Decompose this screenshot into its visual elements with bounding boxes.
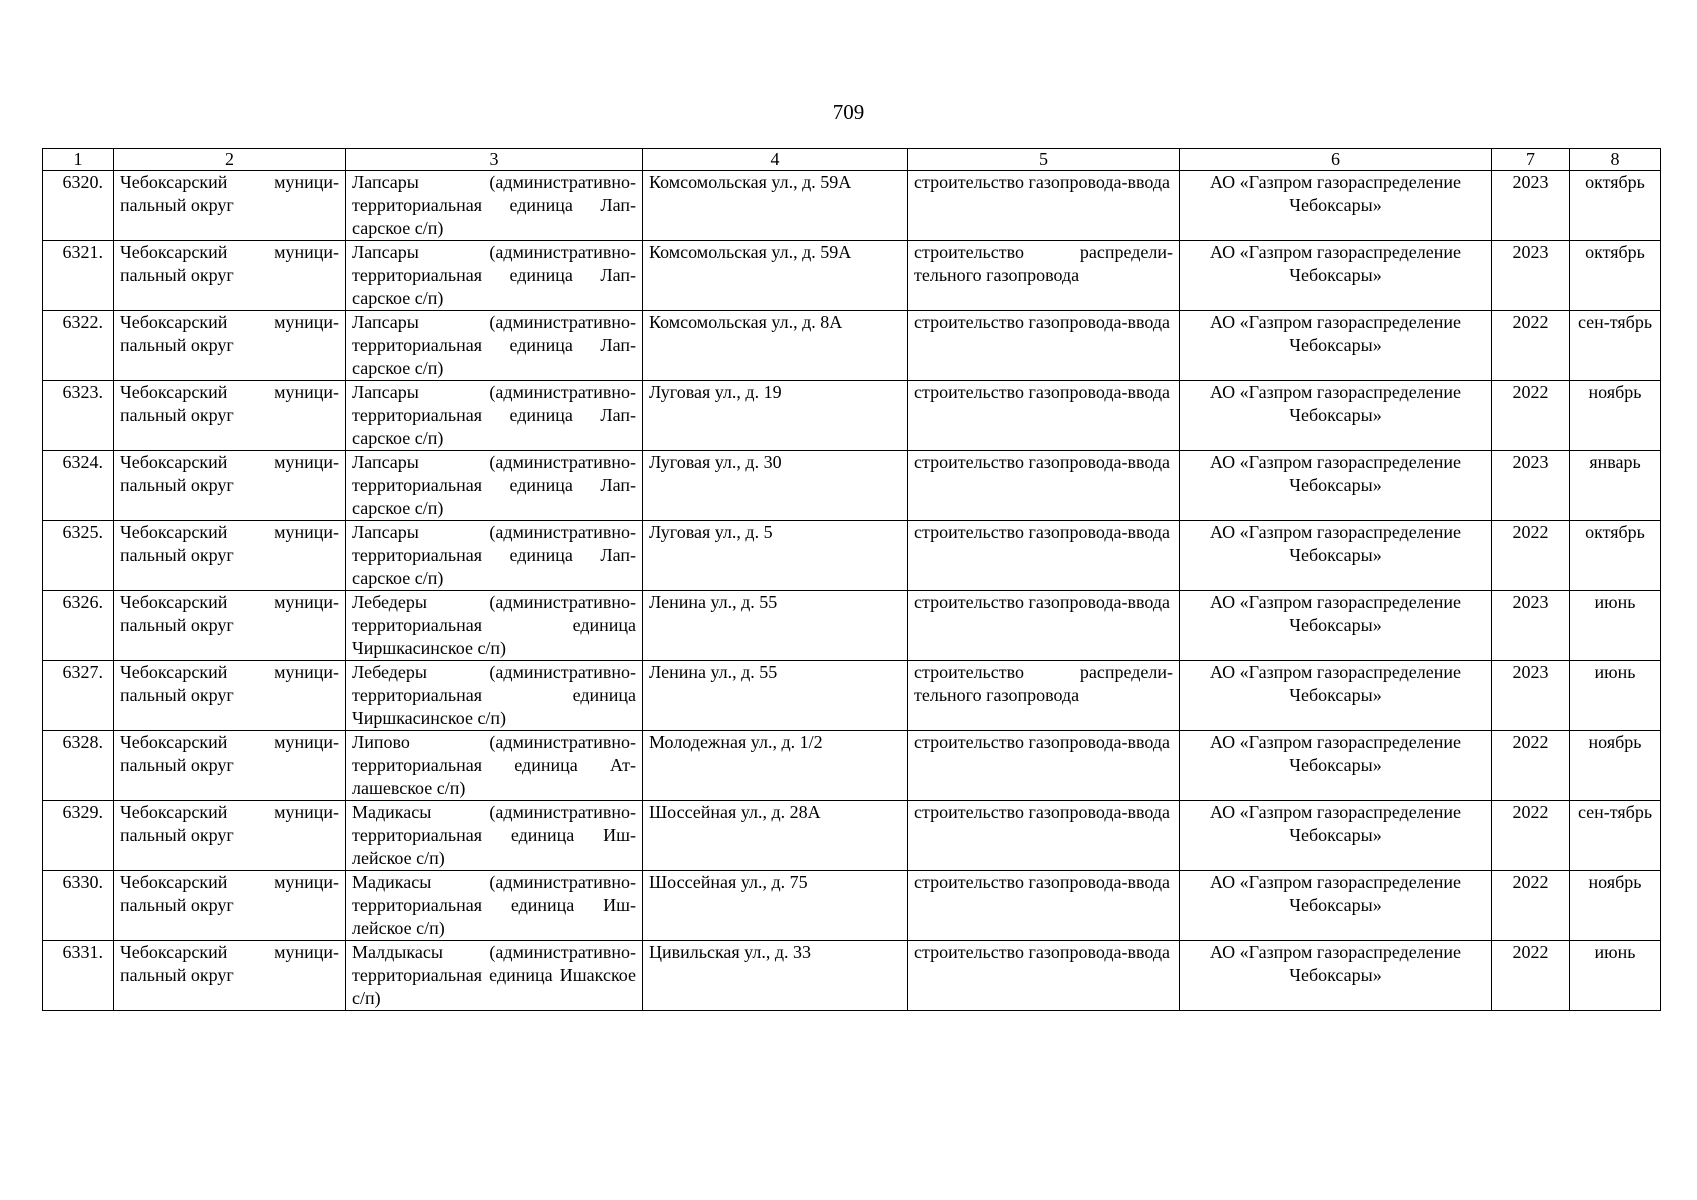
organization-cell: АО «Газпром газораспределение Чебоксары» xyxy=(1180,381,1492,451)
row-number-cell: 6324. xyxy=(43,451,114,521)
table-row xyxy=(43,661,1661,731)
organization-cell: АО «Газпром газораспределение Чебоксары» xyxy=(1180,171,1492,241)
organization-cell: АО «Газпром газораспределение Чебоксары» xyxy=(1180,311,1492,381)
column-header: 2 xyxy=(114,149,346,171)
settlement-cell: Липово (административно-территориальная единица Ат-лашевское с/п) xyxy=(346,731,643,801)
district-cell: Чебоксарский муници-пальный округ xyxy=(114,241,346,311)
row-number-cell: 6331. xyxy=(43,941,114,1011)
month-cell: октябрь xyxy=(1570,241,1661,311)
table-row xyxy=(43,941,1661,1011)
address-cell: Комсомольская ул., д. 59А xyxy=(643,171,908,241)
address-cell: Шоссейная ул., д. 28А xyxy=(643,801,908,871)
settlement-cell: Лапсары (административно-территориальная единица Лап-сарское с/п) xyxy=(346,451,643,521)
year-cell: 2023 xyxy=(1492,451,1570,521)
organization-cell: АО «Газпром газораспределение Чебоксары» xyxy=(1180,521,1492,591)
table-row xyxy=(43,591,1661,661)
work-type-cell: строительство распредели-тельного газопровода xyxy=(908,241,1180,311)
column-header: 6 xyxy=(1180,149,1492,171)
row-number-cell: 6327. xyxy=(43,661,114,731)
row-number-cell: 6330. xyxy=(43,871,114,941)
address-cell: Ленина ул., д. 55 xyxy=(643,661,908,731)
table-row xyxy=(43,801,1661,871)
year-cell: 2023 xyxy=(1492,171,1570,241)
month-cell: сен-тябрь xyxy=(1570,311,1661,381)
work-type-cell: строительство газопровода-ввода xyxy=(908,451,1180,521)
district-cell: Чебоксарский муници-пальный округ xyxy=(114,381,346,451)
year-cell: 2023 xyxy=(1492,241,1570,311)
year-cell: 2022 xyxy=(1492,521,1570,591)
table-row xyxy=(43,521,1661,591)
address-cell: Луговая ул., д. 30 xyxy=(643,451,908,521)
settlement-cell: Лебедеры (административно-территориальная единица Чиршкасинское с/п) xyxy=(346,661,643,731)
year-cell: 2023 xyxy=(1492,661,1570,731)
address-cell: Ленина ул., д. 55 xyxy=(643,591,908,661)
month-cell: июнь xyxy=(1570,591,1661,661)
year-cell: 2022 xyxy=(1492,381,1570,451)
month-cell: ноябрь xyxy=(1570,381,1661,451)
month-cell: июнь xyxy=(1570,661,1661,731)
column-header: 7 xyxy=(1492,149,1570,171)
work-type-cell: строительство газопровода-ввода xyxy=(908,731,1180,801)
district-cell: Чебоксарский муници-пальный округ xyxy=(114,661,346,731)
row-number-cell: 6328. xyxy=(43,731,114,801)
month-cell: ноябрь xyxy=(1570,731,1661,801)
row-number-cell: 6321. xyxy=(43,241,114,311)
organization-cell: АО «Газпром газораспределение Чебоксары» xyxy=(1180,661,1492,731)
address-cell: Молодежная ул., д. 1/2 xyxy=(643,731,908,801)
settlement-cell: Лебедеры (административно-территориальная единица Чиршкасинское с/п) xyxy=(346,591,643,661)
page-number: 709 xyxy=(832,100,865,124)
row-number-cell: 6323. xyxy=(43,381,114,451)
table-row xyxy=(43,871,1661,941)
header-row xyxy=(43,149,1661,171)
district-cell: Чебоксарский муници-пальный округ xyxy=(114,731,346,801)
table-row xyxy=(43,731,1661,801)
year-cell: 2022 xyxy=(1492,941,1570,1011)
settlement-cell: Лапсары (административно-территориальная единица Лап-сарское с/п) xyxy=(346,521,643,591)
organization-cell: АО «Газпром газораспределение Чебоксары» xyxy=(1180,801,1492,871)
settlement-cell: Лапсары (административно-территориальная единица Лап-сарское с/п) xyxy=(346,381,643,451)
settlement-cell: Лапсары (административно-территориальная единица Лап-сарское с/п) xyxy=(346,241,643,311)
month-cell: октябрь xyxy=(1570,171,1661,241)
work-type-cell: строительство газопровода-ввода xyxy=(908,171,1180,241)
district-cell: Чебоксарский муници-пальный округ xyxy=(114,591,346,661)
work-type-cell: строительство газопровода-ввода xyxy=(908,801,1180,871)
district-cell: Чебоксарский муници-пальный округ xyxy=(114,171,346,241)
organization-cell: АО «Газпром газораспределение Чебоксары» xyxy=(1180,871,1492,941)
work-type-cell: строительство газопровода-ввода xyxy=(908,311,1180,381)
settlement-cell: Малдыкасы (административно-территориальная единица Ишакское с/п) xyxy=(346,941,643,1011)
address-cell: Цивильская ул., д. 33 xyxy=(643,941,908,1011)
year-cell: 2022 xyxy=(1492,731,1570,801)
work-type-cell: строительство газопровода-ввода xyxy=(908,871,1180,941)
year-cell: 2022 xyxy=(1492,801,1570,871)
organization-cell: АО «Газпром газораспределение Чебоксары» xyxy=(1180,941,1492,1011)
year-cell: 2023 xyxy=(1492,591,1570,661)
month-cell: январь xyxy=(1570,451,1661,521)
settlement-cell: Мадикасы (административно-территориальная единица Иш-лейское с/п) xyxy=(346,801,643,871)
column-header: 5 xyxy=(908,149,1180,171)
organization-cell: АО «Газпром газораспределение Чебоксары» xyxy=(1180,241,1492,311)
month-cell: ноябрь xyxy=(1570,871,1661,941)
district-cell: Чебоксарский муници-пальный округ xyxy=(114,521,346,591)
row-number-cell: 6326. xyxy=(43,591,114,661)
district-cell: Чебоксарский муници-пальный округ xyxy=(114,871,346,941)
year-cell: 2022 xyxy=(1492,871,1570,941)
settlement-cell: Мадикасы (административно-территориальная единица Иш-лейское с/п) xyxy=(346,871,643,941)
row-number-cell: 6329. xyxy=(43,801,114,871)
district-cell: Чебоксарский муници-пальный округ xyxy=(114,311,346,381)
table-row xyxy=(43,381,1661,451)
month-cell: июнь xyxy=(1570,941,1661,1011)
table-row xyxy=(43,241,1661,311)
row-number-cell: 6322. xyxy=(43,311,114,381)
schedule-table xyxy=(42,148,1661,1011)
address-cell: Луговая ул., д. 5 xyxy=(643,521,908,591)
address-cell: Комсомольская ул., д. 59А xyxy=(643,241,908,311)
month-cell: октябрь xyxy=(1570,521,1661,591)
column-header: 4 xyxy=(643,149,908,171)
year-cell: 2022 xyxy=(1492,311,1570,381)
address-cell: Шоссейная ул., д. 75 xyxy=(643,871,908,941)
work-type-cell: строительство газопровода-ввода xyxy=(908,381,1180,451)
table-row xyxy=(43,171,1661,241)
column-header: 8 xyxy=(1570,149,1661,171)
work-type-cell: строительство газопровода-ввода xyxy=(908,591,1180,661)
settlement-cell: Лапсары (административно-территориальная единица Лап-сарское с/п) xyxy=(346,311,643,381)
work-type-cell: строительство газопровода-ввода xyxy=(908,941,1180,1011)
month-cell: сен-тябрь xyxy=(1570,801,1661,871)
district-cell: Чебоксарский муници-пальный округ xyxy=(114,941,346,1011)
settlement-cell: Лапсары (административно-территориальная единица Лап-сарское с/п) xyxy=(346,171,643,241)
organization-cell: АО «Газпром газораспределение Чебоксары» xyxy=(1180,731,1492,801)
organization-cell: АО «Газпром газораспределение Чебоксары» xyxy=(1180,451,1492,521)
work-type-cell: строительство распредели-тельного газопровода xyxy=(908,661,1180,731)
table-row xyxy=(43,311,1661,381)
organization-cell: АО «Газпром газораспределение Чебоксары» xyxy=(1180,591,1492,661)
address-cell: Луговая ул., д. 19 xyxy=(643,381,908,451)
district-cell: Чебоксарский муници-пальный округ xyxy=(114,801,346,871)
row-number-cell: 6320. xyxy=(43,171,114,241)
column-header: 3 xyxy=(346,149,643,171)
address-cell: Комсомольская ул., д. 8А xyxy=(643,311,908,381)
table-row xyxy=(43,451,1661,521)
column-header: 1 xyxy=(43,149,114,171)
work-type-cell: строительство газопровода-ввода xyxy=(908,521,1180,591)
row-number-cell: 6325. xyxy=(43,521,114,591)
district-cell: Чебоксарский муници-пальный округ xyxy=(114,451,346,521)
